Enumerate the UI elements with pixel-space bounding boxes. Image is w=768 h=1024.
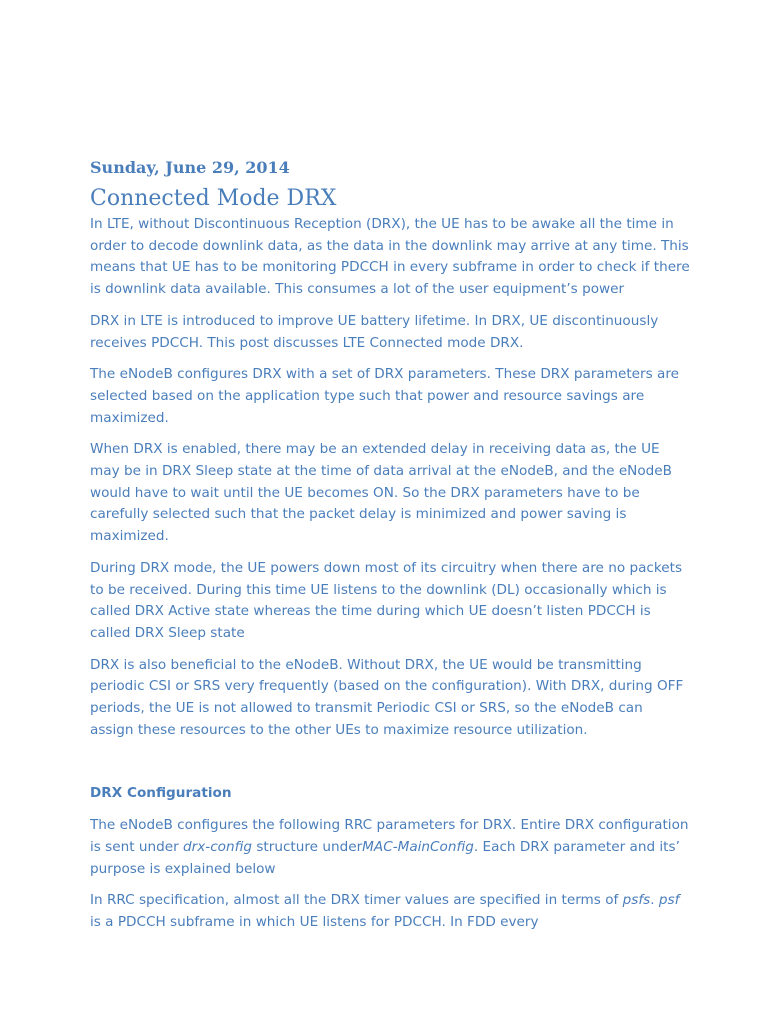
paragraph-parameters: The eNodeB configures DRX with a set of DRX parameters. These DRX parameters are selected based on the application type such that power and resource savings are maximized. [90,366,680,426]
paragraph-intro: In LTE, without Discontinuous Reception (DRX), the UE has to be awake all the time in order to decode downlink data, as the data in the downlink may arrive at any time. This means that UE has to be monitoring PDCCH in every subframe in order to check if there is downlink data available. This consumes a lot of the user equipment’s power [90,216,690,298]
rrc-text-3: is a PDCCH subframe in which UE listens for PDCCH. In FDD every [90,913,539,930]
paragraph-enodeb-benefit: DRX is also beneficial to the eNodeB. Without DRX, the UE would be transmitting periodic CSI or SRS very frequently (based on the configuration). With DRX, during OFF periods, the UE is not allowed to transmit Periodic CSI or SRS, so the eNodeB can assign these resources to the other UEs to maximize resource utilization. [90,656,684,738]
paragraph-battery: DRX in LTE is introduced to improve UE battery lifetime. In DRX, UE discontinuously receives PDCCH. This post discusses LTE Connected mode DRX. [90,312,659,351]
paragraph-drx-mode: During DRX mode, the UE powers down most of its circuitry when there are no packets to be received. During this time UE listens to the downlink (DL) occasionally which is called DRX Active state whereas the time during which UE doesn’t listen PDCCH is called DRX Sleep state [90,559,683,641]
blog-post [90,156,690,944]
rrc-text-2: . [650,892,659,909]
section-heading-drx-configuration: DRX Configuration [90,785,232,802]
config-text-2: structure under [252,838,363,855]
paragraph-delay: When DRX is enabled, there may be an extended delay in receiving data as, the UE may be in DRX Sleep state at the time of data arrival at the eNodeB, and the eNodeB would have to wait until the UE becomes ON. So the DRX parameters have to be carefully selected such that the packet delay is minimized and power saving is maximized. [90,441,672,545]
paragraph-config [90,815,690,880]
config-italic-drx-config: drx-config [183,838,253,855]
config-text-3: . Each DRX parameter and its’ purpose is explained below [90,838,680,877]
config-text-1: The eNodeB configures the following RRC parameters for DRX. Entire DRX configuration is sent under [90,817,689,855]
post-date: Sunday, June 29, 2014 [90,158,290,177]
rrc-italic-psfs: psfs [622,892,651,909]
post-title[interactable]: Connected Mode DRX [90,186,337,211]
rrc-italic-psf: psf [658,892,680,909]
paragraph-rrc [90,890,690,933]
rrc-text-1: In RRC specification, almost all the DRX timer values are specified in terms of [90,892,623,909]
config-italic-mac-mainconfig: MAC-MainConfig [362,838,474,855]
